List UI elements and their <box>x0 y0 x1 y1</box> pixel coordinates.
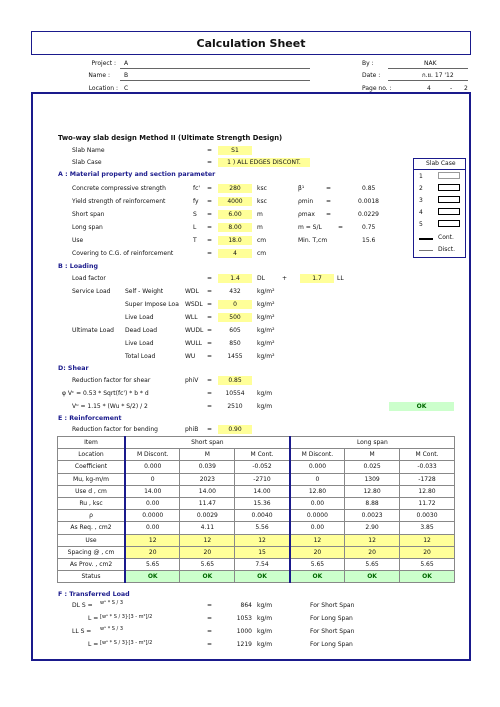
load-symbol: WDL <box>185 288 199 295</box>
eq-sign: = <box>207 403 213 410</box>
case-4-label: 4 <box>419 209 423 216</box>
table-cell: 0.0023 <box>345 510 400 522</box>
row-label: Use <box>58 534 126 546</box>
load-value: 850 <box>229 340 241 347</box>
transfer-value: 1000 <box>236 628 252 635</box>
bending-rf-label: Reduction factor for bending <box>72 426 158 433</box>
case-3-icon <box>438 196 460 203</box>
material-label: Yield strength of reinforcement <box>72 198 166 205</box>
material-symbol: fy <box>193 198 199 205</box>
design-title: Two-way slab design Method II (Ultimate Strength Design) <box>58 134 283 142</box>
col-header: M <box>180 449 235 461</box>
slab-case-legend <box>413 158 466 258</box>
table-cell: 14.00 <box>235 485 290 497</box>
eq-sign: = <box>326 185 332 192</box>
material-unit: ksc <box>257 185 267 192</box>
table-cell: -0.033 <box>400 461 455 473</box>
location-value: C <box>124 85 129 92</box>
table-input-cell[interactable]: 20 <box>125 546 180 558</box>
table-input-cell[interactable]: 12 <box>290 534 345 546</box>
col-header: M Discont. <box>290 449 345 461</box>
param-key: Min. T,cm <box>298 237 328 244</box>
material-label: Covering to C.G. of reinforcement <box>72 250 174 257</box>
load-value: 605 <box>229 327 241 334</box>
table-cell: 0.0030 <box>400 510 455 522</box>
row-label: Ru , ksc <box>58 497 126 509</box>
slab-case-eq: = <box>207 159 213 166</box>
material-symbol: S <box>193 211 197 218</box>
date-underline <box>388 80 468 81</box>
material-input[interactable]: 6.00 <box>218 210 252 219</box>
table-input-cell[interactable]: 20 <box>180 546 235 558</box>
table-row <box>58 461 455 473</box>
material-label: Short span <box>72 211 105 218</box>
param-value: 0.85 <box>362 185 376 192</box>
table-cell: -2710 <box>235 473 290 485</box>
table-cell: 0.025 <box>345 461 400 473</box>
transfer-eq: = <box>207 602 213 609</box>
case-1-label: 1 <box>419 173 423 180</box>
date-value: ก.ย. 17 '12 <box>422 72 454 79</box>
name-value: B <box>124 72 129 79</box>
table-cell: 5.65 <box>400 558 455 570</box>
slab-name-label: Slab Name <box>72 147 105 154</box>
table-cell: 5.65 <box>180 558 235 570</box>
super-impose-input[interactable]: 0 <box>218 300 252 309</box>
shear-rf-label: Reduction factor for shear <box>72 377 151 384</box>
table-cell: 0.000 <box>290 461 345 473</box>
table-cell: 11.47 <box>180 497 235 509</box>
slab-case-label: Slab Case <box>72 159 102 166</box>
col-header: M Cont. <box>400 449 455 461</box>
service-load-label: Self - Weight <box>125 288 164 295</box>
eq-sign: = <box>207 237 213 244</box>
table-row <box>58 485 455 497</box>
service-load-label: Service Load <box>72 288 111 295</box>
material-symbol: fc' <box>193 185 201 192</box>
transfer-formula: wᵘ * S / 3 <box>100 600 124 606</box>
transfer-prefix: LL S = <box>72 628 92 635</box>
dl-label: DL <box>257 275 265 282</box>
bending-rf-symbol: phiB <box>185 426 199 433</box>
eq-sign: = <box>326 198 332 205</box>
case-4-icon <box>438 208 460 215</box>
status-badge: OK <box>400 571 455 583</box>
name-underline <box>120 80 310 81</box>
table-row <box>58 534 455 546</box>
table-row <box>58 497 455 509</box>
row-label: Use d , cm <box>58 485 126 497</box>
table-cell: 2023 <box>180 473 235 485</box>
material-label: Long span <box>72 224 103 231</box>
row-label: Status <box>58 571 126 583</box>
dl-factor-input[interactable]: 1.4 <box>218 274 252 283</box>
section-d-title: D: Shear <box>58 365 89 372</box>
ll-factor-input[interactable]: 1.7 <box>300 274 334 283</box>
param-key: ρmin <box>298 198 314 205</box>
transfer-formula: wᵘ * S / 3 <box>100 626 124 632</box>
transfer-unit: kg/m <box>257 602 273 609</box>
eq-sign: = <box>207 377 213 384</box>
table-cell: 0.000 <box>125 461 180 473</box>
page-dash: - <box>450 85 453 92</box>
table-cell: -0.052 <box>235 461 290 473</box>
eq-sign: = <box>207 353 213 360</box>
load-unit: kg/m² <box>257 288 275 295</box>
section-a-title: A : Material property and section parameter <box>58 171 216 178</box>
table-row <box>58 546 455 558</box>
material-input[interactable]: 8.00 <box>218 223 252 232</box>
live-load-input[interactable]: 500 <box>218 313 252 322</box>
table-location-row <box>58 449 455 461</box>
section-b-title: B : Loading <box>58 263 98 270</box>
transfer-prefix: DL S = <box>72 602 93 609</box>
slab-name-eq: = <box>207 147 213 154</box>
load-unit: kg/m² <box>257 327 275 334</box>
table-cell: 5.56 <box>235 522 290 534</box>
table-cell: 4.11 <box>180 522 235 534</box>
load-factor-eq: = <box>207 275 213 282</box>
status-badge: OK <box>125 571 180 583</box>
table-row <box>58 558 455 570</box>
table-input-cell[interactable]: 12 <box>180 534 235 546</box>
material-symbol: L <box>193 224 197 231</box>
page-value: 4 <box>427 85 431 92</box>
page-total: 2 <box>464 85 468 92</box>
table-input-cell[interactable]: 20 <box>400 546 455 558</box>
param-value: 0.0018 <box>358 198 379 205</box>
transfer-unit: kg/m <box>257 615 273 622</box>
table-cell: 7.54 <box>235 558 290 570</box>
material-label: Use <box>72 237 84 244</box>
project-value: A <box>124 60 129 67</box>
table-cell: 0.039 <box>180 461 235 473</box>
section-e-title: E : Reinforcement <box>58 415 122 422</box>
material-unit: m <box>257 211 263 218</box>
shear-rf-input[interactable]: 0.85 <box>218 376 252 385</box>
table-cell: 0.0000 <box>125 510 180 522</box>
table-cell: 5.65 <box>345 558 400 570</box>
param-value: 0.0229 <box>358 211 379 218</box>
case-1-icon <box>438 172 460 179</box>
page-title: Calculation Sheet <box>196 37 306 50</box>
load-value: 1455 <box>227 353 243 360</box>
item-header: Item <box>58 437 126 449</box>
load-unit: kg/m² <box>257 314 275 321</box>
disct-label: Disct. <box>438 246 455 253</box>
material-symbol: T <box>193 237 197 244</box>
table-cell: 12.80 <box>345 485 400 497</box>
table-cell: 1309 <box>345 473 400 485</box>
row-label: As Prov. , cm2 <box>58 558 126 570</box>
status-badge: OK <box>235 571 290 583</box>
table-row <box>58 571 455 583</box>
table-cell: -1728 <box>400 473 455 485</box>
cont-label: Cont. <box>438 234 454 241</box>
vu-formula: Vᵘ = 1.15 * (Wu * S/2) / 2 <box>72 403 148 410</box>
table-header-row <box>58 437 455 449</box>
table-input-cell[interactable]: 20 <box>345 546 400 558</box>
row-label: Mu, kg-m/m <box>58 473 126 485</box>
load-symbol: WULL <box>185 340 203 347</box>
eq-sign: = <box>207 185 213 192</box>
table-cell: 0.0000 <box>290 510 345 522</box>
eq-sign: = <box>338 224 344 231</box>
by-value: NAK <box>424 60 437 67</box>
table-cell: 0.00 <box>125 522 180 534</box>
transfer-note: For Long Span <box>310 641 353 648</box>
eq-sign: = <box>207 224 213 231</box>
location-header: Location <box>58 449 126 461</box>
table-cell: 0.00 <box>290 497 345 509</box>
project-underline <box>120 68 310 69</box>
load-symbol: WU <box>185 353 196 360</box>
vc-formula: φ Vᶜ = 0.53 * Sqrt(fc') * b * d <box>62 390 149 397</box>
plus-sign: + <box>282 275 288 282</box>
material-input[interactable]: 280 <box>218 184 252 193</box>
ultimate-load-label: Dead Load <box>125 327 158 334</box>
page-label: Page no. : <box>362 85 392 92</box>
short-span-header: Short span <box>125 437 290 449</box>
status-badge: OK <box>290 571 345 583</box>
load-unit: kg/m² <box>257 340 275 347</box>
bending-rf-input[interactable]: 0.90 <box>218 425 252 434</box>
table-cell: 12.80 <box>290 485 345 497</box>
table-cell: 15.36 <box>235 497 290 509</box>
table-input-cell[interactable]: 12 <box>125 534 180 546</box>
status-badge: OK <box>345 571 400 583</box>
transfer-eq: = <box>207 615 213 622</box>
table-input-cell[interactable]: 12 <box>345 534 400 546</box>
name-label: Name : <box>88 72 110 79</box>
transfer-formula: [wᵘ * S / 3]·[3 - m²]/2 <box>100 614 153 620</box>
load-unit: kg/m² <box>257 301 275 308</box>
vu-unit: kg/m <box>257 403 273 410</box>
transfer-unit: kg/m <box>257 641 273 648</box>
material-unit: m <box>257 224 263 231</box>
param-value: 0.75 <box>362 224 376 231</box>
load-symbol: WUDL <box>185 327 204 334</box>
transfer-value: 864 <box>240 602 252 609</box>
table-input-cell[interactable]: 12 <box>400 534 455 546</box>
row-label: Spacing @ , cm <box>58 546 126 558</box>
material-unit: cm <box>257 250 267 257</box>
row-label: ρ <box>58 510 126 522</box>
transfer-eq: = <box>207 641 213 648</box>
eq-sign: = <box>207 211 213 218</box>
row-label: As Req. , cm2 <box>58 522 126 534</box>
title-box <box>31 31 471 55</box>
by-label: By : <box>362 60 374 67</box>
table-cell: 3.85 <box>400 522 455 534</box>
eq-sign: = <box>207 301 213 308</box>
ll-label: LL <box>337 275 344 282</box>
slab-case-select[interactable]: 1 ) ALL EDGES DISCONT. <box>218 158 310 167</box>
case-5-icon <box>438 220 460 227</box>
param-value: 15.6 <box>362 237 376 244</box>
table-row <box>58 510 455 522</box>
col-header: M Cont. <box>235 449 290 461</box>
table-input-cell[interactable]: 15 <box>235 546 290 558</box>
table-body <box>58 461 455 583</box>
transfer-note: For Short Span <box>310 628 355 635</box>
table-row <box>58 522 455 534</box>
eq-sign: = <box>207 390 213 397</box>
transfer-value: 1053 <box>236 615 252 622</box>
material-input[interactable]: 4 <box>218 249 252 258</box>
table-cell: 0.00 <box>125 497 180 509</box>
row-label: Coefficient <box>58 461 126 473</box>
transfer-note: For Short Span <box>310 602 355 609</box>
table-cell: 2.90 <box>345 522 400 534</box>
load-value: 432 <box>229 288 241 295</box>
shear-status-badge: OK <box>389 402 454 411</box>
table-input-cell[interactable]: 20 <box>290 546 345 558</box>
material-input[interactable]: 18.0 <box>218 236 252 245</box>
ultimate-load-label: Total Load <box>125 353 156 360</box>
load-symbol: WSDL <box>185 301 203 308</box>
shear-rf-symbol: phiV <box>185 377 199 384</box>
material-label: Concrete compressive strength <box>72 185 166 192</box>
load-factor-label: Load factor <box>72 275 106 282</box>
table-cell: 12.80 <box>400 485 455 497</box>
cont-line-icon <box>419 238 433 240</box>
by-underline <box>388 68 468 69</box>
transfer-formula: [wᵘ * S / 3]·[3 - m²]/2 <box>100 640 153 646</box>
table-cell: 11.72 <box>400 497 455 509</box>
disct-line-icon <box>419 250 433 251</box>
ultimate-load-label: Ultimate Load <box>72 327 114 334</box>
eq-sign: = <box>207 426 213 433</box>
param-key: β¹ <box>298 185 305 192</box>
transfer-note: For Long Span <box>310 615 353 622</box>
eq-sign: = <box>207 314 213 321</box>
table-cell: 0 <box>125 473 180 485</box>
transfer-value: 1219 <box>236 641 252 648</box>
table-cell: 0.00 <box>290 522 345 534</box>
transfer-prefix: L = <box>88 615 99 622</box>
material-input[interactable]: 4000 <box>218 197 252 206</box>
section-f-title: F : Transferred Load <box>58 591 130 598</box>
vc-value: 10554 <box>225 390 245 397</box>
table-cell: 8.88 <box>345 497 400 509</box>
reinforcement-table <box>57 436 455 583</box>
load-unit: kg/m² <box>257 353 275 360</box>
vc-unit: kg/m <box>257 390 273 397</box>
param-key: m = S/L <box>298 224 322 231</box>
case-3-label: 3 <box>419 197 423 204</box>
case-5-label: 5 <box>419 221 423 228</box>
date-label: Date : <box>362 72 381 79</box>
eq-sign: = <box>207 288 213 295</box>
case-2-icon <box>438 184 460 191</box>
location-label: Location : <box>88 85 118 92</box>
table-cell: 0 <box>290 473 345 485</box>
eq-sign: = <box>207 250 213 257</box>
table-cell: 0.0029 <box>180 510 235 522</box>
transfer-eq: = <box>207 628 213 635</box>
table-input-cell[interactable]: 12 <box>235 534 290 546</box>
eq-sign: = <box>207 198 213 205</box>
slab-name-input[interactable]: S1 <box>218 146 252 155</box>
table-cell: 5.65 <box>125 558 180 570</box>
eq-sign: = <box>326 211 332 218</box>
service-load-label: Live Load <box>125 314 154 321</box>
table-cell: 14.00 <box>180 485 235 497</box>
project-label: Project : <box>91 60 116 67</box>
table-cell: 5.65 <box>290 558 345 570</box>
status-badge: OK <box>180 571 235 583</box>
material-unit: ksc <box>257 198 267 205</box>
long-span-header: Long span <box>290 437 455 449</box>
col-header: M Discont. <box>125 449 180 461</box>
transfer-prefix: L = <box>88 641 99 648</box>
load-symbol: WLL <box>185 314 198 321</box>
vu-value: 2510 <box>227 403 243 410</box>
table-row <box>58 473 455 485</box>
ultimate-load-label: Live Load <box>125 340 154 347</box>
col-header: M <box>345 449 400 461</box>
service-load-label: Super Impose Loa <box>125 301 179 308</box>
material-unit: cm <box>257 237 267 244</box>
case-2-label: 2 <box>419 185 423 192</box>
table-cell: 0.0040 <box>235 510 290 522</box>
param-key: ρmax <box>298 211 315 218</box>
eq-sign: = <box>207 340 213 347</box>
table-cell: 14.00 <box>125 485 180 497</box>
transfer-unit: kg/m <box>257 628 273 635</box>
eq-sign: = <box>207 327 213 334</box>
slab-case-title: Slab Case <box>426 160 456 167</box>
